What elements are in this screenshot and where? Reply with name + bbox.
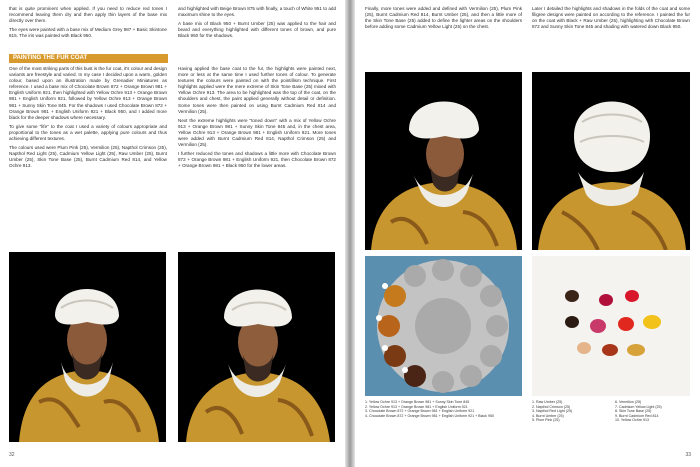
legend-item: 2. Yellow Ochre 913 + Orange Brown 981 + English Uniform 921	[365, 404, 468, 409]
section-heading: PAINTING THE FUR COAT	[9, 54, 168, 63]
paragraph: Later I detailed the highlights and shadows in the folds of the coat and some filigree designs were painted on according to the reference. I painted the fur on the coat with Black + Raw Umber (25), highlighting with Chocolate Brown 872 and Sunny Skin Tone 845 and shading with watered down Black 950.	[532, 6, 690, 30]
bust-photo-side	[178, 252, 335, 442]
bust-photo-back	[532, 72, 690, 250]
legend-item: 4. Chocolate Brown 872 + Orange Brown 981 + English Uniform 921 + Black 950	[365, 413, 494, 418]
paragraph: The colours used were Plum Pink (25), Vermilion (25), Napthol Crimson (25), Napthol Red Light (25), Cadmium Yellow Light (25), Raw Umber (25), Burnt Umber (25), Skin Tone Base (25), Burnt Cadmium Red 814, and Yellow Ochre 913.	[9, 145, 167, 169]
left-col1-intro	[9, 6, 167, 42]
right-col1-intro	[365, 6, 522, 33]
palette-legend	[365, 400, 522, 418]
legend-item: 9. Burnt Cadmium Red 814	[615, 413, 659, 418]
page-number: 32	[9, 452, 15, 458]
paragraph: To give some "life" to the coat I used a variety of colours appropriate and proportional to the tones as a wet palette, applying pure colours and thus achieving different textures.	[9, 123, 167, 142]
right-page	[355, 0, 700, 467]
legend-item: 8. Skin Tone Base (25)	[615, 409, 652, 414]
paragraph: Having applied the base coat to the fur, the highlights were painted next, more or less at the same time I used further tones of colour. To generate textures the colours were painted on with the pointillism technique. First highlights applied were the mere extreme of Skin Tone Base (25) mixed with Yellow Ochre 913. The area to be highlighted was the top of the coat, on the shoulders and chest, the paint applied generally without detail or definition. Some tones were then painted on using Burnt Cadmium Red 814 and Vermilion (25).	[178, 66, 336, 114]
paragraph: A base mix of Black 950 + Burnt Umber (25) was applied to the hair and beard and everything highlighted with different tones of brown, and pure Black 950 for the shadows.	[178, 21, 336, 39]
gutter	[345, 0, 355, 467]
bust-illustration	[365, 72, 522, 250]
bust-illustration	[532, 72, 690, 250]
paragraph: The eyes were painted with a base mix of Medium Grey 987 + Basic Skintone 815. The iris was painted with Black 950.	[9, 27, 167, 39]
bust-illustration	[178, 252, 335, 442]
bust-photo-front	[9, 252, 166, 442]
legend-item: 1. Raw Umber (25)	[532, 400, 563, 404]
legend-item: 5. Plum Pink (25)	[532, 418, 560, 423]
legend-item: 7. Cadmium Yellow Light (25)	[615, 404, 662, 409]
legend-item: 10. Yellow Ochre 913	[615, 418, 649, 423]
left-col2-intro	[178, 6, 336, 42]
right-col2-intro	[532, 6, 690, 33]
paragraph: that is quite prominent when applied. If you need to reduce red tones I recommend leaving them dry and then apply thin layers of the base mix directly over them.	[9, 6, 167, 24]
bust-illustration	[9, 252, 166, 442]
legend-item: 4. Burnt Umber (25)	[532, 413, 564, 418]
page-number: 33	[685, 452, 691, 458]
paint-palette-photo	[365, 256, 522, 396]
legend-item: 2. Napthol Crimson (25)	[532, 404, 571, 409]
paragraph: Next the extreme highlights were "toned down" with a mix of Yellow Ochre 913 + Orange Brown 981 + Sunny Skin Tone 845 and, in the chest area, Yellow Ochre 913 + Orange Brown 981 + English Uniform 921. More tones were added with Burnt Cadmium Red 814, Napthol Crimson (25) and Vermilion (25).	[178, 117, 336, 148]
left-col1-main	[9, 66, 167, 173]
bust-photo-three-quarter	[365, 72, 522, 250]
paragraph: One of the most striking parts of this bust is the fur coat, it's colour and design variants are freestyle and varied. In my case I decided upon a warm, golden colour, based upon an illustration made by Grenadier Miniatures as reference. I used a base mix of Chocolate Brown 872 + Orange Brown 981 + English Uniform 921, then highlighted with Yellow Ochre 913 + Orange Brown 981 + English Uniform 921, followed by Yellow Ochre 913 + Orange Brown 981 + Sunny Skin Tone 845. For the shadows I used Chocolate Brown 872 + Orange Brown 981 + English Uniform 921 + Black 950, and I added more black for the deeper shadows where necessary.	[9, 66, 167, 120]
paragraph: and highlighted with Beige Brown 875 with finally, a touch of White 951 to add maximum shine to the eyes.	[178, 6, 336, 18]
colour-swatches-photo	[532, 256, 690, 396]
legend-item: 3. Chocolate Brown 872 + Orange Brown 981 + English Uniform 921	[365, 409, 475, 414]
legend-item: 1. Yellow Ochre 913 + Orange Brown 981 + Sunny Skin Tone 845	[365, 400, 470, 404]
paragraph: Finally, more tones were added and defined with Vermilion (25), Plum Pink (25), Burnt Cadmium Red 814, Burnt Umber (25), and then a little more of the Skin Tone Base (25) added to define the lighter areas on the shoulders before adding some Cadmium Yellow Light (25) on the chest.	[365, 6, 522, 30]
paragraph: I further reduced the tones and shadows a little more with Chocolate Brown 872 + Orange Brown 981 + English Uniform 921, then Chocolate Brown 872 + Orange Brown 981 + Black 950 for the lower areas.	[178, 151, 336, 169]
palette-illustration	[365, 256, 522, 396]
left-page	[0, 0, 345, 467]
left-col2-main	[178, 66, 336, 173]
legend-item: 3. Napthol Red Light (25)	[532, 409, 573, 414]
swatches-illustration	[532, 256, 690, 396]
colour-legend	[532, 400, 690, 423]
legend-item: 6. Vermilion (25)	[615, 400, 642, 404]
